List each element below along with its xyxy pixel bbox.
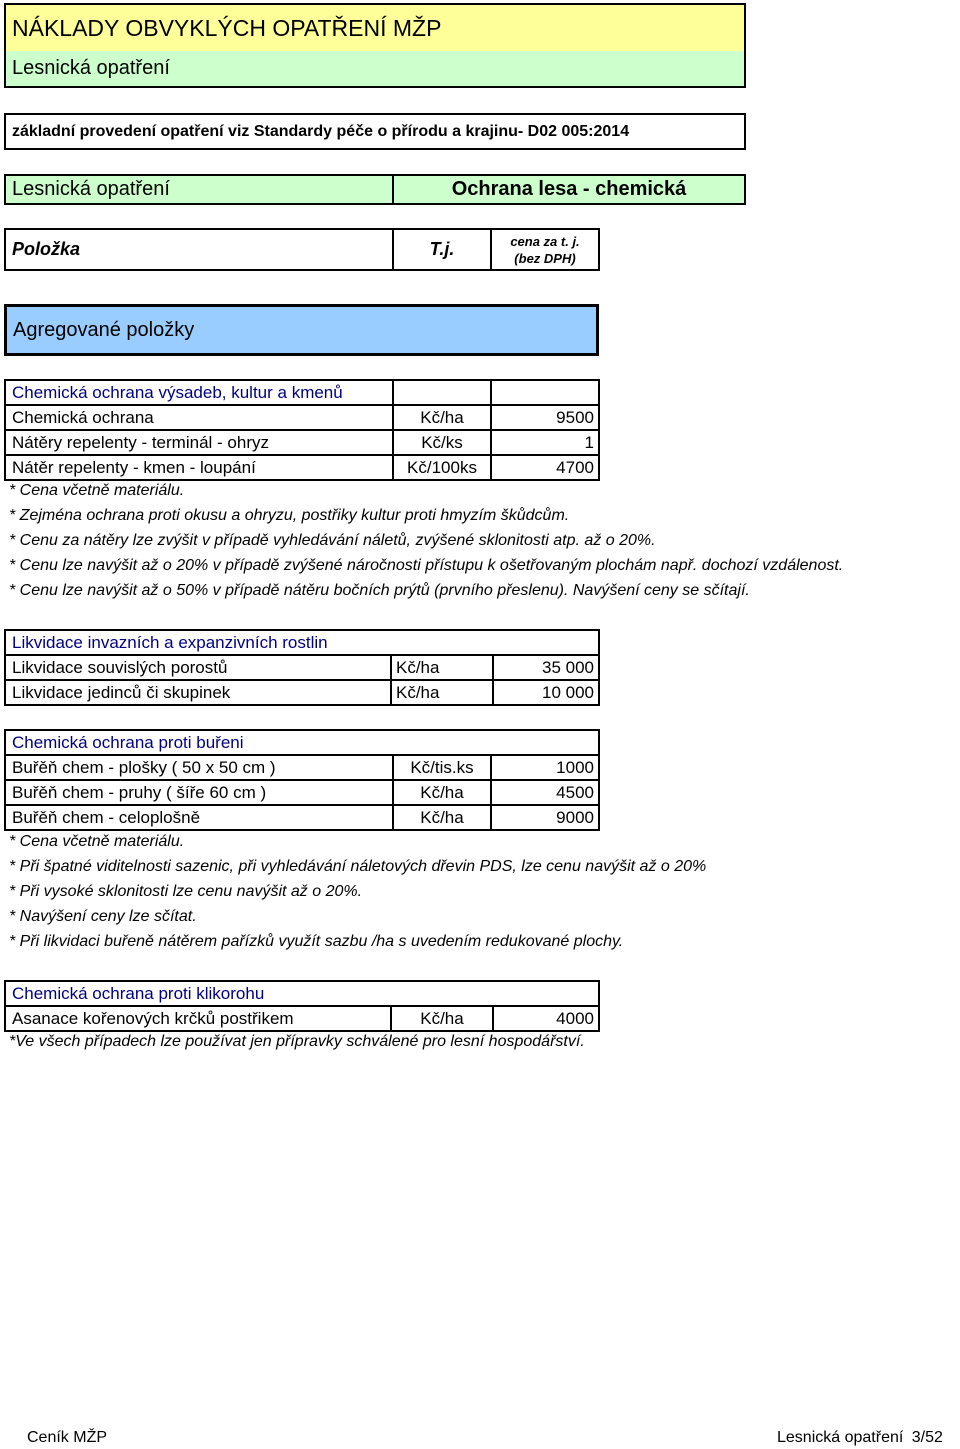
- row-price: 9000: [556, 807, 594, 827]
- row-price: 4700: [556, 457, 594, 477]
- standard-note-box: [4, 113, 746, 150]
- row-price: 4500: [556, 782, 594, 802]
- group1-note: * Cenu lze navýšit až o 50% v případě nátěru bočních prýtů (prvního přeslenu). Navýšení ceny se sčítají.: [9, 582, 750, 599]
- table-row: [4, 404, 600, 431]
- group1-title: Chemická ochrana výsadeb, kultur a kmenů: [12, 382, 343, 402]
- group3-note: * Cena včetně materiálu.: [9, 833, 185, 850]
- group3-title-row: [4, 729, 600, 756]
- footer-section: Lesnická opatření: [777, 1429, 904, 1446]
- row-price: 4000: [556, 1008, 594, 1028]
- document-title-box: [4, 3, 746, 53]
- row-name: Nátěr repelenty - kmen - loupání: [12, 457, 256, 477]
- group1-note: * Cena včetně materiálu.: [9, 482, 185, 499]
- row-name: Asanace kořenových krčků postřikem: [12, 1008, 294, 1028]
- row-unit: Kč/ha: [420, 807, 464, 827]
- aggregated-title: Agregované položky: [13, 318, 195, 341]
- row-price: 1000: [556, 757, 594, 777]
- group4-note: *Ve všech případech lze používat jen přípravky schválené pro lesní hospodářství.: [9, 1033, 585, 1050]
- section-right-label: Ochrana lesa - chemická: [451, 178, 687, 200]
- group1-note: * Cenu za nátěry lze zvýšit v případě vyhledávání náletů, zvýšené sklonitosti atp. až o 20%.: [9, 532, 656, 549]
- table-row: [4, 454, 600, 481]
- group3-note: * Při likvidaci buřeně nátěrem pařízků využít sazbu /ha s uvedením redukované plochy.: [9, 933, 624, 950]
- column-header-row: [4, 228, 600, 271]
- row-name: Likvidace jedinců či skupinek: [12, 682, 231, 702]
- group4-title: Chemická ochrana proti klikorohu: [12, 983, 265, 1003]
- group1-title-divider-2: [490, 381, 492, 404]
- row-price: 10 000: [542, 682, 594, 702]
- table-row: [4, 679, 600, 706]
- row-name: Buřěň chem - celoplošně: [12, 807, 201, 827]
- row-name: Buřěň chem - pruhy ( šíře 60 cm ): [12, 782, 267, 802]
- row-name: Likvidace souvislých porostů: [12, 657, 228, 677]
- row-unit: Kč/ha: [420, 407, 464, 427]
- table-row: [4, 779, 600, 806]
- column-price-line1: cena za t. j.: [510, 234, 580, 249]
- table-row: [4, 1005, 600, 1032]
- group2-title: Likvidace invazních a expanzivních rostlin: [12, 632, 328, 652]
- row-name: Buřěň chem - plošky ( 50 x 50 cm ): [12, 757, 276, 777]
- document-subtitle: Lesnická opatření: [12, 57, 170, 79]
- group1-note: * Zejména ochrana proti okusu a ohryzu, postřiky kultur proti hmyzím škůdcům.: [9, 507, 570, 524]
- group1-title-row: [4, 379, 600, 406]
- document-subtitle-box: [4, 51, 746, 88]
- row-price: 35 000: [542, 657, 594, 677]
- column-price-line2: (bez DPH): [514, 251, 576, 266]
- row-name: Chemická ochrana: [12, 407, 154, 427]
- row-unit: Kč/ha: [420, 1008, 464, 1028]
- row-unit: Kč/tis.ks: [410, 757, 474, 777]
- column-price-header: [492, 230, 598, 269]
- row-price: 1: [584, 432, 594, 452]
- section-left-label: Lesnická opatření: [12, 178, 170, 200]
- standard-note: základní provedení opatření viz Standardy péče o přírodu a krajinu- D02 005:2014: [12, 122, 630, 140]
- section-header: [4, 174, 746, 205]
- row-unit: Kč/ha: [396, 682, 440, 702]
- group2-title-row: [4, 629, 600, 656]
- table-row: [4, 429, 600, 456]
- row-price: 9500: [556, 407, 594, 427]
- table-row: [4, 654, 600, 681]
- document-title: NÁKLADY OBVYKLÝCH OPATŘENÍ MŽP: [12, 14, 442, 41]
- group3-note: * Navýšení ceny lze sčítat.: [9, 908, 197, 925]
- group1-title-divider-1: [392, 381, 394, 404]
- table-row: [4, 754, 600, 781]
- row-unit: Kč/ha: [396, 657, 440, 677]
- footer-left: Ceník MŽP: [27, 1429, 108, 1446]
- row-unit: Kč/100ks: [407, 457, 477, 477]
- row-unit: Kč/ha: [420, 782, 464, 802]
- row-name: Nátěry repelenty - terminál - ohryz: [12, 432, 269, 452]
- footer-right: [777, 1429, 943, 1447]
- group3-title: Chemická ochrana proti buřeni: [12, 732, 244, 752]
- group4-title-row: [4, 980, 600, 1007]
- row-unit: Kč/ks: [421, 432, 463, 452]
- group3-note: * Při špatné viditelnosti sazenic, při vyhledávání náletových dřevin PDS, lze cenu navýšit až o 20%: [9, 858, 707, 875]
- column-item-header: Položka: [12, 239, 81, 259]
- group3-note: * Při vysoké sklonitosti lze cenu navýšit až o 20%.: [9, 883, 363, 900]
- group1-note: * Cenu lze navýšit až o 20% v případě zvýšené náročnosti přístupu k ošetřovaným plochám např. dochozí vzdálenost.: [9, 557, 844, 574]
- column-unit-header: T.j.: [429, 239, 455, 259]
- footer-page: 3/52: [911, 1429, 943, 1446]
- aggregated-header: [4, 304, 599, 356]
- table-row: [4, 804, 600, 831]
